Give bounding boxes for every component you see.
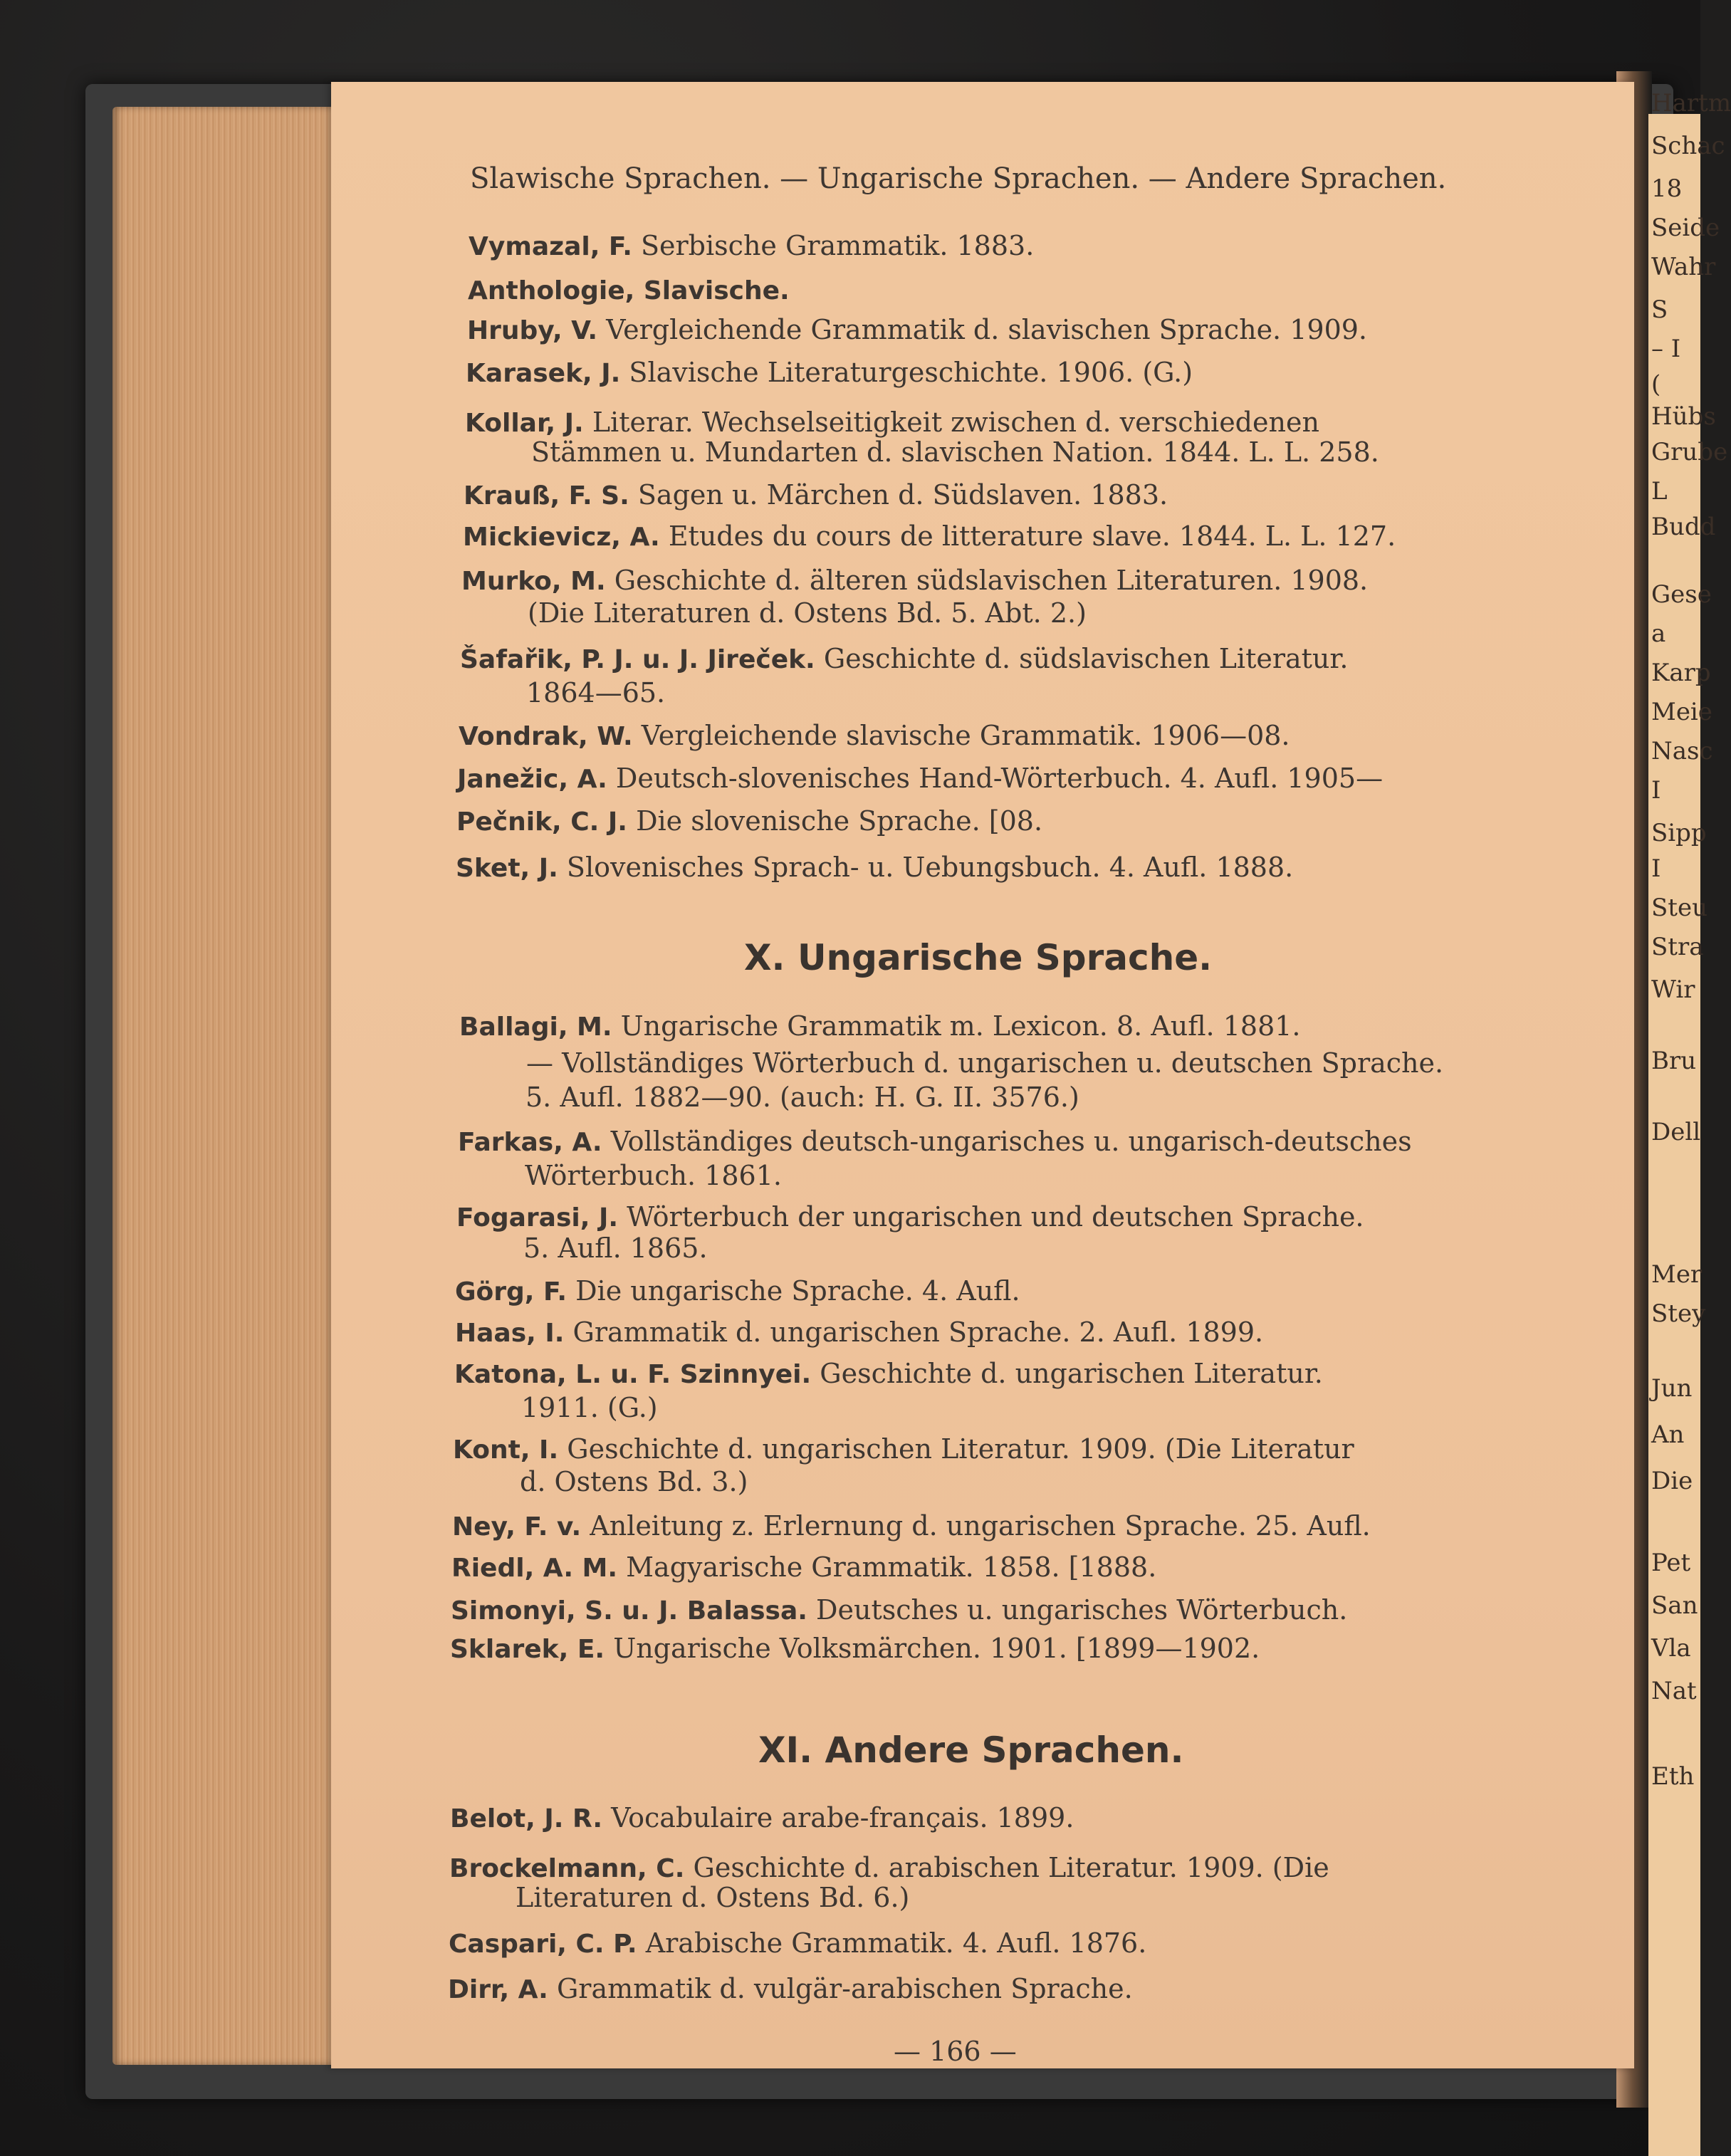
entry-title: Geschichte d. ungarischen Literatur. 1909. (Die Literatur [567,1433,1354,1465]
facing-page-fragment: Jun [1651,1374,1693,1403]
facing-page-fragment: Pet [1651,1549,1691,1577]
author-name: Sket, J. [456,854,558,883]
entry-title: Deutsches u. ungarisches Wörterbuch. [816,1594,1348,1626]
author-name: Murko, M. [461,567,606,596]
entry-title: Wörterbuch der ungarischen und deutschen Sprache. [627,1201,1364,1233]
bibliography-entry [450,1801,1074,1836]
facing-page-fragment: ( [1651,370,1661,399]
facing-page-fragment: An [1651,1420,1685,1449]
facing-page-fragment: Hübs [1651,402,1716,431]
bibliography-entry [465,406,1319,440]
author-name: Belot, J. R. [450,1804,603,1833]
entry-title: d. Ostens Bd. 3.) [520,1466,748,1497]
facing-page-fragment: Stey [1651,1299,1706,1328]
facing-page-fragment: Seide [1651,214,1720,242]
entry-continuation [525,1159,782,1192]
entry-title: Stämmen u. Mundarten d. slavischen Nation. 1844. L. L. 258. [531,436,1379,468]
bibliography-entry [450,1632,1260,1666]
entry-continuation [526,676,665,709]
facing-page-fragment: I [1651,776,1661,805]
facing-page-fragment: Die [1651,1467,1693,1495]
facing-page-fragment: I [1651,854,1661,883]
facing-page-fragment: Nasc [1651,737,1713,765]
bibliography-entry [458,1125,1412,1159]
entry-continuation [523,1232,708,1265]
author-name: Mickievicz, A. [463,523,660,552]
author-name: Simonyi, S. u. J. Balassa. [451,1596,807,1626]
entry-title: Etudes du cours de litterature slave. 1844. L. L. 127. [668,520,1396,552]
entry-title: Grammatik d. ungarischen Sprache. 2. Aufl. 1899. [572,1317,1264,1348]
entry-title: Literaturen d. Ostens Bd. 6.) [516,1882,910,1913]
entry-title: Sagen u. Märchen d. Südslaven. 1883. [637,479,1168,511]
entry-continuation [521,1391,658,1424]
bibliography-entry [451,1594,1347,1628]
author-name: Farkas, A. [458,1128,602,1157]
entry-title: Geschichte d. ungarischen Literatur. [820,1358,1323,1389]
facing-page-fragment: Gese [1651,580,1712,609]
entry-title: Vergleichende Grammatik d. slavischen Sprache. 1909. [606,314,1367,345]
section-title-andere: XI. Andere Sprachen. [758,1729,1184,1771]
bibliography-entry [469,229,1034,263]
entry-title: Anleitung z. Erlernung d. ungarischen Sprache. 25. Aufl. [590,1510,1371,1542]
bibliography-entry [460,642,1348,676]
entry-title: Die slovenische Sprache. [08. [636,805,1043,837]
author-name: Caspari, C. P. [449,1930,637,1959]
entry-title: Ungarische Grammatik m. Lexicon. 8. Aufl. 1881. [620,1010,1301,1042]
author-name: Krauß, F. S. [464,481,629,511]
author-name: Šafařik, P. J. u. J. Jireček. [460,645,815,674]
facing-page-fragment: Schac [1651,132,1725,160]
page-number: — 166 — [894,2036,1017,2067]
facing-page-fragment: Dell [1651,1118,1701,1146]
author-name: Vondrak, W. [459,722,633,751]
bibliography-entry [456,851,1293,885]
entry-title: Geschichte d. älteren südslavischen Literaturen. 1908. [614,565,1369,596]
entry-continuation [520,1465,748,1498]
bibliography-entry [455,1316,1263,1350]
bibliography-entry [455,1275,1020,1309]
bibliography-entry [449,1851,1329,1885]
entry-continuation [526,1047,1443,1079]
bibliography-entry [456,805,1042,839]
bibliography-entry [457,762,1383,796]
author-name: Ney, F. v. [452,1512,582,1542]
entry-title: Vollständiges deutsch-ungarisches u. ungarisch-deutsches [610,1126,1412,1157]
facing-page-fragment: Bru [1651,1047,1697,1075]
bibliography-entry [448,1972,1133,2006]
entry-title: Deutsch-slovenisches Hand-Wörterbuch. 4. Aufl. 1905— [615,763,1384,794]
entry-title: Geschichte d. südslavischen Literatur. [823,643,1349,674]
bibliography-entry [456,1200,1364,1235]
author-name: Brockelmann, C. [449,1854,685,1883]
author-name: Fogarasi, J. [456,1203,619,1233]
facing-page-fragment: Wir [1651,975,1695,1004]
facing-page-fragment: Steu [1651,894,1708,922]
author-name: Karasek, J. [466,359,621,388]
entry-title: 1864—65. [526,677,666,708]
entry-title: Die ungarische Sprache. 4. Aufl. [575,1275,1020,1307]
author-name: Vymazal, F. [469,232,632,261]
author-name: Kollar, J. [465,409,584,438]
section-title-ungarische: X. Ungarische Sprache. [744,937,1213,978]
entry-continuation [525,1081,1079,1114]
author-name: Anthologie, Slavische. [468,276,790,305]
entry-title: Grammatik d. vulgär-arabischen Sprache. [556,1973,1133,2004]
bibliography-entry [466,356,1193,390]
entry-title: Ungarische Volksmärchen. 1901. [1899—1902. [613,1633,1260,1664]
entry-title: 5. Aufl. 1882—90. (auch: H. G. II. 3576.) [525,1082,1079,1113]
entry-title: Wörterbuch. 1861. [525,1160,782,1191]
entry-continuation [528,597,1087,629]
facing-page-fragment: S [1651,295,1668,324]
bibliography-entry [467,313,1367,347]
entry-title: (Die Literaturen d. Ostens Bd. 5. Abt. 2.) [528,597,1087,629]
entry-title: Magyarische Grammatik. 1858. [1888. [626,1551,1157,1583]
facing-page-fragment: Eth [1651,1762,1695,1791]
entry-title: Arabische Grammatik. 4. Aufl. 1876. [645,1927,1147,1959]
facing-page-fragment: Meie [1651,698,1712,726]
entry-title: Geschichte d. arabischen Literatur. 1909. (Die [693,1852,1329,1883]
facing-page-fragment: Mer [1651,1260,1703,1289]
author-name: Ballagi, M. [459,1012,612,1042]
bibliography-entry [453,1433,1354,1467]
facing-page-fragment: – I [1651,335,1681,363]
bibliography-entry [464,478,1168,513]
author-name: Riedl, A. M. [451,1554,618,1583]
bibliography-entry [459,1010,1301,1044]
entry-title: Serbische Grammatik. 1883. [641,230,1035,261]
entry-title: Slovenisches Sprach- u. Uebungsbuch. 4. Aufl. 1888. [566,852,1294,883]
facing-page-fragment: Karp [1651,659,1711,687]
running-header: Slawische Sprachen. — Ungarische Sprachen. — Andere Sprachen. [470,162,1447,195]
author-name: Kont, I. [453,1435,559,1465]
bibliography-entry [452,1509,1371,1544]
facing-page-fragment: Budd [1651,513,1716,541]
bibliography-entry [449,1927,1146,1961]
facing-page-fragment: a [1651,619,1666,648]
bibliography-entry [468,273,790,308]
facing-page-fragment: L [1651,477,1668,506]
facing-page-fragment: Wahr [1651,253,1716,281]
entry-title: Literar. Wechselseitigkeit zwischen d. verschiedenen [592,407,1319,438]
facing-page-fragment: Nat [1651,1677,1697,1705]
entry-title: — Vollständiges Wörterbuch d. ungarischen u. deutschen Sprache. [526,1047,1444,1079]
facing-page-fragment: Vla [1651,1634,1691,1663]
entry-title: Vocabulaire arabe-français. 1899. [611,1802,1074,1833]
author-name: Janežic, A. [457,765,607,794]
bibliography-entry [451,1551,1156,1585]
entry-title: Vergleichende slavische Grammatik. 1906—08. [641,720,1290,751]
author-name: Hruby, V. [467,316,598,345]
facing-page-fragment: San [1651,1591,1698,1620]
bibliography-entry [463,520,1396,554]
facing-page-fragment: Grube [1651,438,1728,466]
author-name: Katona, L. u. F. Szinnyei. [454,1360,812,1389]
bibliography-entry [454,1357,1323,1391]
author-name: Pečnik, C. J. [456,807,627,837]
facing-page-fragment: Sipp [1651,819,1707,847]
entry-title: 5. Aufl. 1865. [523,1233,708,1264]
bibliography-entry [461,564,1368,598]
author-name: Haas, I. [455,1319,565,1348]
entry-title: Slavische Literaturgeschichte. 1906. (G.) [629,357,1193,388]
entry-title: 1911. (G.) [521,1392,658,1423]
author-name: Dirr, A. [448,1975,548,2004]
facing-page-fragment: Stra [1651,933,1704,961]
entry-continuation [516,1881,909,1914]
facing-page-fragment: Hartm [1651,89,1731,117]
facing-page-fragment: 18 [1651,174,1683,203]
bibliography-entry [459,719,1290,753]
entry-continuation [531,436,1379,469]
author-name: Görg, F. [455,1277,567,1307]
author-name: Sklarek, E. [450,1635,605,1664]
